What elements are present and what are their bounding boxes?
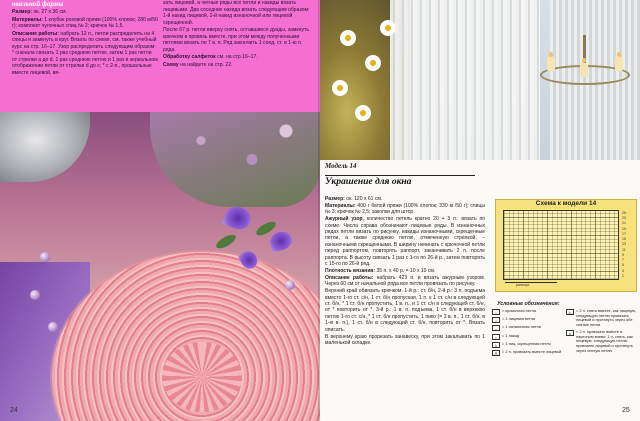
legend-text: = 2 п. провязать вместе в наклоном влево: 1 п. снять, как лицевую, следующую петлю провязать лицевой и протянуть через снятую петлю xyxy=(576,329,633,353)
pattern-label: Ажурный узор xyxy=(325,216,363,223)
model-title: Украшение для окна xyxy=(325,175,475,187)
legend-text: = 1 изнаночная петля xyxy=(502,324,541,330)
lace-curtain xyxy=(390,0,540,160)
doily-center-pattern xyxy=(162,342,242,412)
page-number-right: 25 xyxy=(622,407,630,414)
candle xyxy=(547,57,555,71)
processing-label: Обработку салфеток xyxy=(163,54,216,60)
legend-item xyxy=(566,330,638,354)
candle xyxy=(615,57,623,71)
scheme-ref-text: на найдете на стр. 22. xyxy=(180,61,233,68)
chart-row-number: 23 xyxy=(622,216,626,221)
legend-symbol-icon: | xyxy=(492,317,500,323)
pewter-plate xyxy=(0,112,90,182)
finishing-text: После 67 р. петли вверху снять, оставшиеся дуады, замкнуть крючком в провязь вместе, при этом между полученными петлями вязать по 7 в. п. Ряд закончить 1 соед. ст. в 1-ю п. ряда. xyxy=(163,27,309,53)
size-paragraph xyxy=(12,9,158,16)
gauge-paragraph xyxy=(325,268,485,274)
legend-symbol-icon: ○ xyxy=(492,334,500,340)
edging-text: Верхний край обвязать крючком. 1-й р.: ст. б/н, 2-й р.: 3 п. подъема вместо 1-го ст. с/н, 1 ст. б/н пропуская, 1 п. к 1 ст. с/н в следующей ст. б/н, * 1 ст. б/н пропустить, 1 в. п., и 1 ст. с/н в следующей ст. б/н, от * повторить от *. 3-й р.: 1 в. п. подъема, 1 ст. б/н в верхнюю петлю 1-го ст. с/н, * 1 ст. б/н пропустить, 1 пико (= 3 в. п., 1 ст. б/н. в 1-ю в. п.), 1 ст. б/н в следующий ст. б/н, повторить от *. Вязать описать. xyxy=(325,288,485,333)
daisy xyxy=(340,30,356,46)
legend-item xyxy=(566,309,638,328)
right-page xyxy=(320,0,640,421)
left-column-b xyxy=(163,0,313,69)
assembly-paragraph xyxy=(325,334,485,347)
legend-text: = 2 п. снять вместе, как лицевую, следующую петлю провязать лицевой и протянуть через обе снятые петли xyxy=(576,308,637,328)
daisy xyxy=(355,105,371,121)
legend-columns xyxy=(492,309,637,399)
work-paragraph xyxy=(325,275,485,288)
curtain-photo xyxy=(320,0,640,160)
chart-row-number: 15 xyxy=(622,237,626,242)
edging-paragraph xyxy=(325,288,485,333)
materials-text: 400 г белой пряжи (100% хлопок; 330 м /50 г); спицы № 3; крючок № 2,5; заколки для штор. xyxy=(325,202,485,216)
chart-row-number: 21 xyxy=(622,221,626,226)
pattern-paragraph xyxy=(325,216,485,267)
legend-symbol-icon: λ xyxy=(492,342,500,348)
legend-item xyxy=(492,317,564,323)
daisy xyxy=(332,80,348,96)
legend-symbol-icon: ⋀ xyxy=(492,350,500,356)
chart-grid xyxy=(503,210,619,280)
chart-row-number: 9 xyxy=(622,252,624,257)
candle-holder xyxy=(535,35,635,95)
legend-item xyxy=(492,334,564,340)
description-paragraph xyxy=(12,31,158,77)
materials-label: Материалы: xyxy=(325,202,356,209)
left-column-a xyxy=(12,0,158,77)
daisy xyxy=(380,20,396,36)
size-paragraph xyxy=(325,196,485,202)
gauge-label: Плотность вязания: xyxy=(325,267,376,274)
processing-paragraph xyxy=(163,54,313,61)
continuation-text: зать лицевой, а четные ряды все петли и накиды вязать лицевыми. Два соседних накида вязать следующим образом: 1-й накид лицевой, 2-й накид изнаночной или лицевой скрещенной. xyxy=(163,0,310,26)
page-number-left: 24 xyxy=(10,407,18,414)
chart-title: Схема к модели 14 xyxy=(535,200,597,207)
legend-symbol-icon: ⋋ xyxy=(568,310,572,315)
legend-text: = 2 п. провязать вместе лицевой xyxy=(502,348,562,354)
legend-symbol-icon: ⋏ xyxy=(566,330,574,336)
lilac-flowers xyxy=(150,112,320,207)
leaf xyxy=(214,232,238,251)
chart-row-number: 25 xyxy=(622,211,626,215)
chart-row-number: 5 xyxy=(622,263,624,268)
chart-row-number: 3 xyxy=(622,268,624,273)
glass-bead xyxy=(285,280,295,290)
purple-flower xyxy=(268,229,294,252)
legend-title: Условные обозначения: xyxy=(497,301,560,307)
materials-text: 1 клубок розовой пряжи (100% хлопок; 280 м/50 г); комплект чулочных спиц № 2; крючок № 1,5. xyxy=(12,16,158,29)
legend-right-column xyxy=(566,309,638,356)
chart-row-number: 13 xyxy=(622,242,626,247)
continuation-paragraph xyxy=(163,0,313,26)
rapport-label: раппорт xyxy=(516,283,530,287)
glass-bead xyxy=(48,322,58,332)
legend-item xyxy=(492,325,564,331)
legend-item xyxy=(492,309,564,315)
chart-row-number: 17 xyxy=(622,231,626,236)
materials-paragraph xyxy=(325,203,485,216)
finishing-paragraph xyxy=(163,27,313,53)
assembly-text: В верхнему краю прорезать занавеску, при этом закалывать по 1 маленькой складке. xyxy=(325,333,485,346)
work-label: Описание работы: xyxy=(325,274,374,281)
purple-flower xyxy=(222,203,254,233)
title-fragment: овальной формы xyxy=(12,0,64,8)
glass-bead xyxy=(30,290,40,300)
glass-bead xyxy=(40,252,50,262)
daisy xyxy=(365,55,381,71)
pattern-text: , количество петель кратно 20 + 3 п.: вязать по схеме. Числа справа обозначают лицевые ряды. В изнаночных рядах петли вязать по рисунку, накиды изнаночными, скрещенные петли, а также среднюю петлю, отмеченную стрелкой, – изнаночными скрещенными. В ширину начинать с крючочной петли перед раппортом, повторять раппорт, заканчивать 2 п. после раппорта. В высоту связать 1 раз с 1-го по 26-й р., затем повторять с 15-го по 26-й ряд. xyxy=(325,216,485,268)
legend-left-column xyxy=(492,309,564,358)
model-label: Модель 14 xyxy=(325,162,357,170)
legend-text: = кромочная петля xyxy=(502,308,536,313)
chart-row-number: 7 xyxy=(622,258,624,263)
legend-symbol-icon: – xyxy=(492,325,500,331)
chart-row-number: 1 xyxy=(622,273,624,278)
legend-text: = 1 лиц. скрещенная петля xyxy=(502,340,551,346)
instructions-text xyxy=(325,196,485,347)
legend-item xyxy=(492,350,564,356)
processing-text: см. на стр.16–17. xyxy=(217,54,258,60)
description-label: Описание работы: xyxy=(12,30,59,37)
legend-text: = 1 накид xyxy=(502,332,520,338)
knitting-chart xyxy=(495,199,637,292)
chart-row-number: 11 xyxy=(622,247,626,252)
legend-item xyxy=(492,342,564,348)
gauge-text: 35 п. х 40 р. = 10 х 10 см. xyxy=(376,267,436,274)
legend xyxy=(492,301,637,399)
materials-label: Материалы: xyxy=(12,16,43,23)
doily-photo xyxy=(0,112,320,421)
description-text: набрать 12 п., петли распределить на 4 спицы и замкнуть в круг. Вязать по схеме, см. также учебный курс на стр. 16–17. Узор распределить следующим образом: * сначала связать 1 раз среднюю петлю, затем 1 раз петли от стрелки a до d, 1 раз среднюю петлю и 1 раз в зеркальном отображении петли от стрелки d до c; * с 2-п., прошальные вместе лицевой, вя- xyxy=(12,30,158,76)
size-label: Размер: xyxy=(12,9,33,15)
size-text: ок. 27 х 36 см. xyxy=(33,9,67,15)
legend-symbol-icon: ▫ xyxy=(492,309,500,315)
materials-paragraph xyxy=(12,17,158,30)
model-header xyxy=(325,162,485,187)
scheme-ref-paragraph xyxy=(163,62,313,69)
scheme-ref-label: Схему xyxy=(163,61,179,68)
chart-row-number: 19 xyxy=(622,226,626,231)
work-text: набрать 423 п. и вязать ажурным узором. Через 60 см от начальной ряда все петли провязать по рисунку. xyxy=(325,274,485,288)
candle xyxy=(580,63,588,77)
size-text: ок. 120 х 61 см. xyxy=(346,196,383,202)
size-label: Размер: xyxy=(325,196,345,202)
legend-text: = 1 лицевая петля xyxy=(502,316,535,322)
